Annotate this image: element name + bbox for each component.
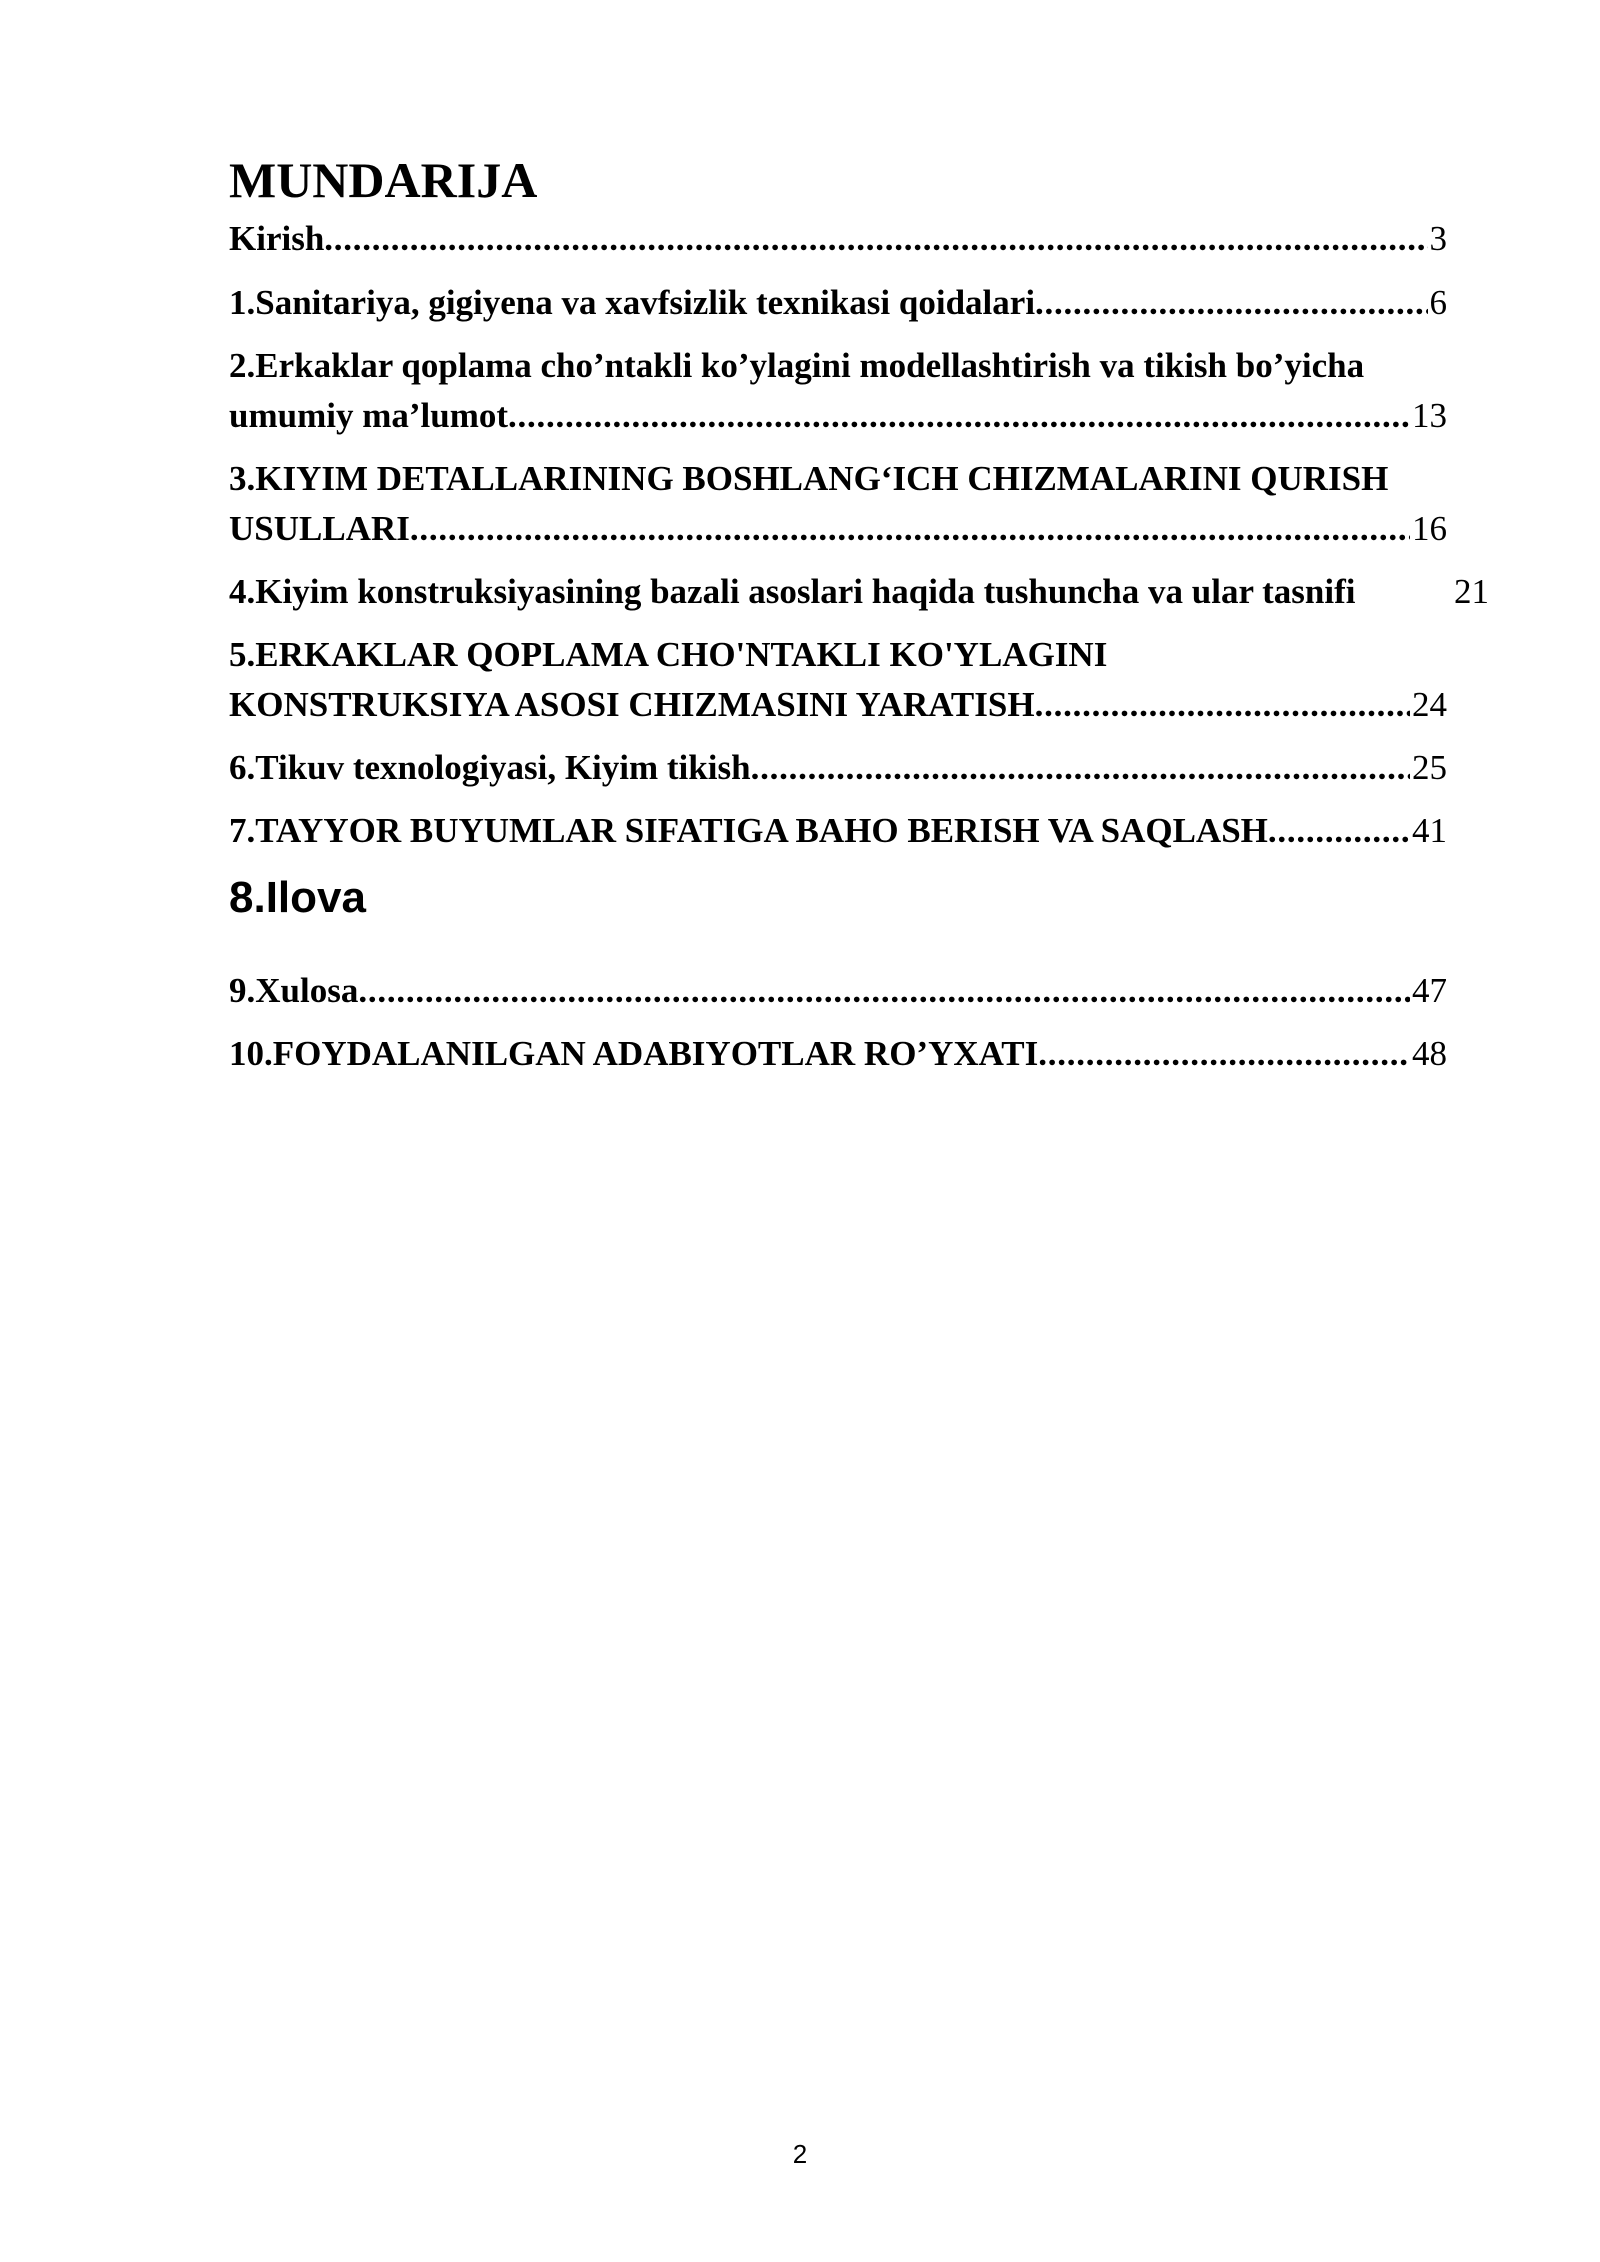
dot-leader — [508, 391, 1410, 441]
toc-entry-text: 7.TAYYOR BUYUMLAR SIFATIGA BAHO BERISH VA SAQLASH — [229, 811, 1268, 850]
toc-entry[interactable] — [229, 214, 1447, 264]
toc-entry-text-line1: 5.ERKAKLAR QOPLAMA CHO'NTAKLI KO'YLAGINI — [229, 635, 1108, 674]
appendix-heading[interactable]: 8.Ilova — [229, 873, 366, 922]
dot-leader — [324, 214, 1427, 264]
toc-entry[interactable] — [229, 567, 1489, 617]
toc-entry-page: 13 — [1412, 396, 1447, 435]
toc-entry-text-line1: 2.Erkaklar qoplama cho’ntakli ko’ylagini modellashtirish va tikish bo’yicha — [229, 346, 1365, 385]
toc-entry-text: Kirish — [229, 219, 325, 258]
toc-entry-text: 4.Kiyim konstruksiyasining bazali asoslari haqida tushuncha va ular tasnifi — [229, 572, 1356, 611]
toc-entry-page: 41 — [1412, 811, 1447, 850]
toc-entry[interactable] — [229, 743, 1447, 793]
toc-entry-text: 9.Xulosa — [229, 971, 359, 1010]
toc-entry[interactable] — [229, 966, 1447, 1016]
toc-entry-text: 6.Tikuv texnologiyasi, Kiyim tikish — [229, 748, 751, 787]
dot-leader — [1035, 680, 1410, 730]
toc-entry-page: 24 — [1412, 685, 1447, 724]
toc-entry-page: 21 — [1454, 572, 1489, 611]
toc-entry-page: 16 — [1412, 509, 1447, 548]
toc-entry-text-line1: 3.KIYIM DETALLARINING BOSHLANG‘ICH CHIZMALARINI QURISH — [229, 459, 1389, 498]
toc-entry-text: 10.FOYDALANILGAN ADABIYOTLAR RO’YXATI — [229, 1034, 1039, 1073]
toc-entry-page: 25 — [1412, 748, 1447, 787]
toc-entry[interactable] — [229, 454, 1447, 554]
dot-leader — [1035, 278, 1427, 328]
toc-entry[interactable] — [229, 806, 1447, 856]
toc-entry-page: 48 — [1412, 1034, 1447, 1073]
toc-entry-text: USULLARI — [229, 509, 410, 548]
dot-leader — [358, 966, 1410, 1016]
toc-entry-page: 6 — [1429, 283, 1447, 322]
toc-entry-text: KONSTRUKSIYA ASOSI CHIZMASINI YARATISH — [229, 685, 1035, 724]
dot-leader — [751, 743, 1410, 793]
toc-entry-page: 3 — [1429, 219, 1447, 258]
dot-leader — [410, 504, 1410, 554]
dot-leader — [1038, 1029, 1410, 1079]
toc-entry[interactable] — [229, 341, 1447, 441]
dot-leader — [1268, 806, 1410, 856]
toc-entry-text: umumiy ma’lumot — [229, 396, 509, 435]
toc-entry-text: 1.Sanitariya, gigiyena va xavfsizlik texnikasi qoidalari — [229, 283, 1036, 322]
toc-entry[interactable] — [229, 630, 1447, 730]
toc-entry-page: 47 — [1412, 971, 1447, 1010]
page-number: 2 — [792, 2139, 808, 2169]
toc-title: MUNDARIJA — [229, 152, 538, 208]
toc-entry[interactable] — [229, 278, 1447, 328]
toc-entry[interactable] — [229, 1029, 1447, 1079]
